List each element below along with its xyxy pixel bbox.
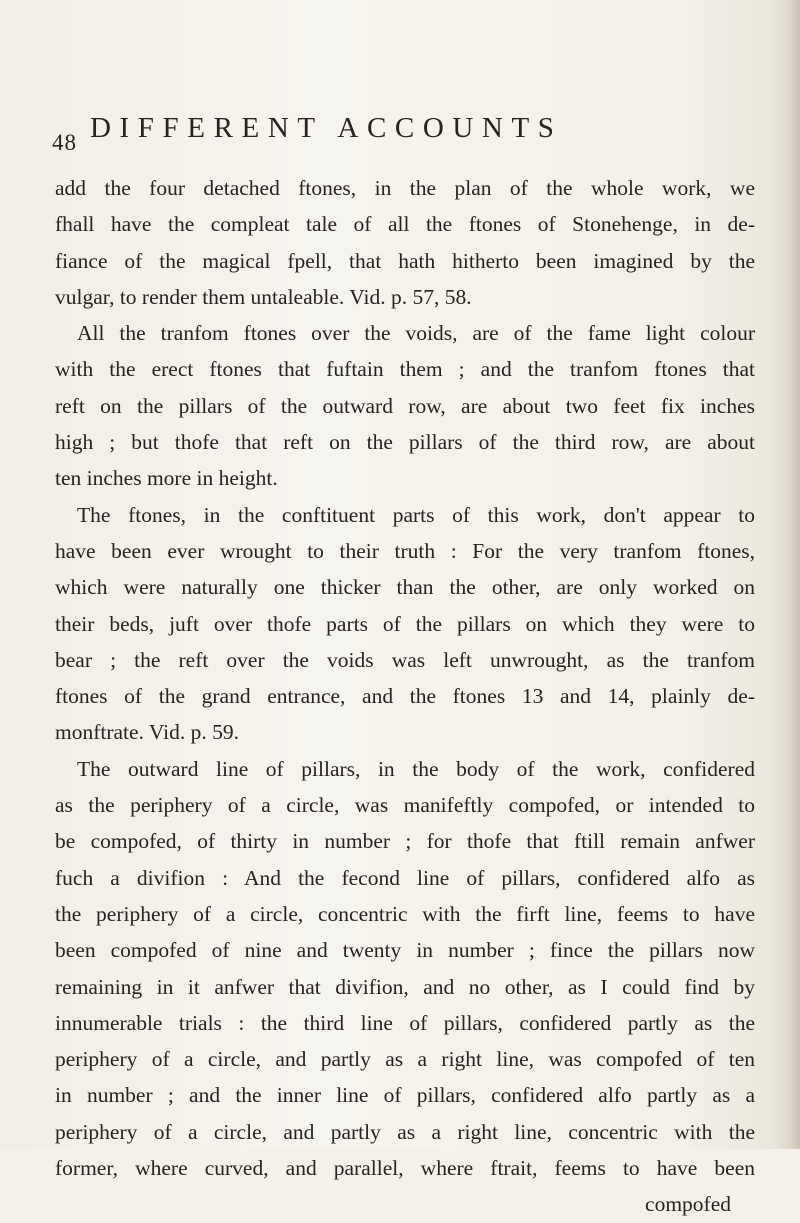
text-line: fuch a divifion : And the fecond line of pillars, confidered alfo as [55,865,755,890]
text-line: be compofed, of thirty in number ; for thofe that ftill remain anfwer [55,829,755,854]
text-line: periphery of a circle, and partly as a right line, concentric with the [55,1119,755,1144]
text-line: bear ; the reft over the voids was left unwrought, as the tranfom [55,647,755,672]
text-line: as the periphery of a circle, was manifeftly compofed, or intended to [55,793,755,818]
paragraph-first-line: All the tranfom ftones over the voids, are of the fame light colour [77,321,755,346]
text-line: high ; but thofe that reft on the pillars of the third row, are about [55,430,755,455]
text-line: add the four detached ftones, in the plan of the whole work, we [55,176,755,200]
text-line: been compofed of nine and twenty in number ; fince the pillars now [55,938,755,963]
catchword: compofed [645,1192,731,1217]
text-line: former, where curved, and parallel, where ftrait, feems to have been [55,1156,755,1181]
paragraph-first-line: The outward line of pillars, in the body of the work, confidered [77,756,755,781]
text-line: remaining in it anfwer that divifion, and no other, as I could find by [55,974,755,999]
text-line: monftrate. Vid. p. 59. [55,720,240,745]
text-line: in number ; and the inner line of pillars, confidered alfo partly as a [55,1083,755,1108]
text-line: fiance of the magical fpell, that hath hitherto been imagined by the [55,248,755,273]
text-line: the periphery of a circle, concentric with the firft line, feems to have [55,901,755,926]
text-line: vulgar, to render them untaleable. Vid. p. 57, 58. [55,284,472,309]
text-line: with the erect ftones that fuftain them ; and the tranfom ftones that [55,357,755,382]
body-text [55,170,755,1223]
text-line: their beds, juft over thofe parts of the pillars on which they were to [55,611,755,636]
running-head [52,112,692,156]
text-line: ten inches more in height. [55,466,278,491]
text-line: fhall have the compleat tale of all the ftones of Stonehenge, in de- [55,212,755,237]
text-line: have been ever wrought to their truth : For the very tranfom ftones, [55,538,755,563]
page-number: 48 [52,130,77,155]
text-line: reft on the pillars of the outward row, are about two feet fix inches [55,393,755,418]
running-head-title: DIFFERENT ACCOUNTS [90,112,563,144]
paragraph-first-line: The ftones, in the conftituent parts of this work, don't appear to [77,502,755,527]
text-line: periphery of a circle, and partly as a right line, was compofed of ten [55,1047,755,1072]
page-edge-shadow [772,0,800,1149]
text-line: innumerable trials : the third line of pillars, confidered partly as the [55,1010,755,1035]
text-line: which were naturally one thicker than the other, are only worked on [55,575,755,600]
text-line: ftones of the grand entrance, and the ftones 13 and 14, plainly de- [55,684,755,709]
